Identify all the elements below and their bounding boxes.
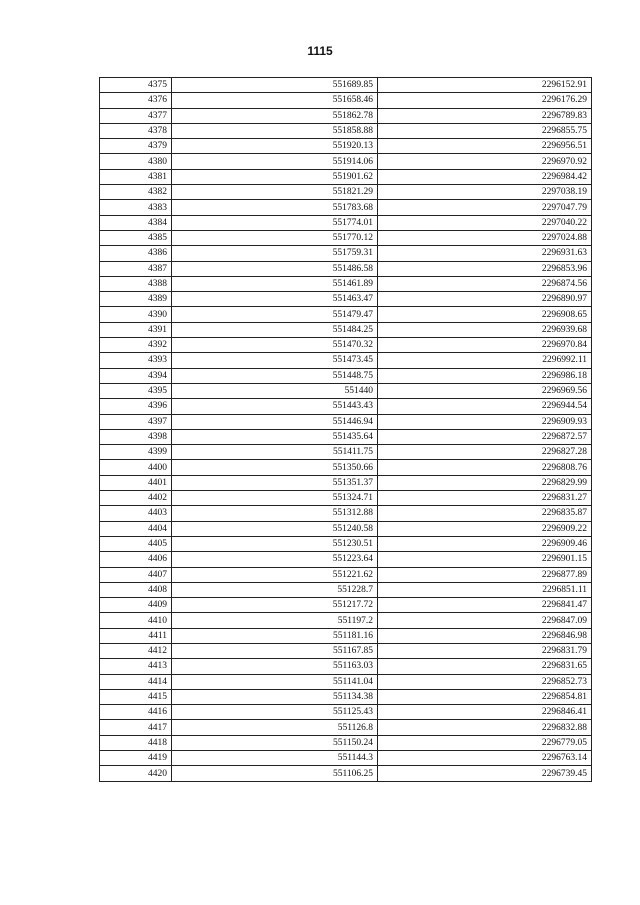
point-id-cell: 4411: [100, 628, 172, 643]
point-id-cell: 4379: [100, 139, 172, 154]
point-id-cell: 4386: [100, 246, 172, 261]
point-id-cell: 4398: [100, 429, 172, 444]
table-row: [100, 628, 592, 643]
point-id-cell: 4410: [100, 613, 172, 628]
coordinate-table: [99, 77, 592, 782]
point-id-cell: 4380: [100, 154, 172, 169]
point-id-cell: 4412: [100, 643, 172, 658]
x-coordinate-cell: 551774.01: [172, 215, 378, 230]
point-id-cell: 4416: [100, 705, 172, 720]
x-coordinate-cell: 551821.29: [172, 185, 378, 200]
y-coordinate-cell: 2296874.56: [378, 276, 592, 291]
table-row: [100, 567, 592, 582]
point-id-cell: 4406: [100, 552, 172, 567]
y-coordinate-cell: 2296901.15: [378, 552, 592, 567]
table-row: [100, 383, 592, 398]
point-id-cell: 4395: [100, 383, 172, 398]
point-id-cell: 4376: [100, 93, 172, 108]
point-id-cell: 4389: [100, 292, 172, 307]
table-row: [100, 582, 592, 597]
y-coordinate-cell: 2296970.84: [378, 338, 592, 353]
table-row: [100, 93, 592, 108]
point-id-cell: 4403: [100, 506, 172, 521]
point-id-cell: 4387: [100, 261, 172, 276]
x-coordinate-cell: 551461.89: [172, 276, 378, 291]
x-coordinate-cell: 551901.62: [172, 169, 378, 184]
y-coordinate-cell: 2296779.05: [378, 735, 592, 750]
table-row: [100, 429, 592, 444]
table-row: [100, 139, 592, 154]
point-id-cell: 4413: [100, 659, 172, 674]
x-coordinate-cell: 551144.3: [172, 751, 378, 766]
x-coordinate-cell: 551658.46: [172, 93, 378, 108]
y-coordinate-cell: 2296841.47: [378, 598, 592, 613]
x-coordinate-cell: 551134.38: [172, 689, 378, 704]
x-coordinate-cell: 551484.25: [172, 322, 378, 337]
y-coordinate-cell: 2296853.96: [378, 261, 592, 276]
table-row: [100, 108, 592, 123]
x-coordinate-cell: 551228.7: [172, 582, 378, 597]
point-id-cell: 4402: [100, 491, 172, 506]
y-coordinate-cell: 2296909.93: [378, 414, 592, 429]
point-id-cell: 4381: [100, 169, 172, 184]
point-id-cell: 4377: [100, 108, 172, 123]
point-id-cell: 4399: [100, 445, 172, 460]
table-row: [100, 368, 592, 383]
y-coordinate-cell: 2296970.92: [378, 154, 592, 169]
point-id-cell: 4385: [100, 230, 172, 245]
y-coordinate-cell: 2297040.22: [378, 215, 592, 230]
table-row: [100, 751, 592, 766]
table-row: [100, 720, 592, 735]
x-coordinate-cell: 551435.64: [172, 429, 378, 444]
point-id-cell: 4405: [100, 536, 172, 551]
point-id-cell: 4420: [100, 766, 172, 781]
table-row: [100, 766, 592, 781]
x-coordinate-cell: 551240.58: [172, 521, 378, 536]
point-id-cell: 4391: [100, 322, 172, 337]
y-coordinate-cell: 2296176.29: [378, 93, 592, 108]
point-id-cell: 4404: [100, 521, 172, 536]
table-row: [100, 123, 592, 138]
table-row: [100, 598, 592, 613]
point-id-cell: 4397: [100, 414, 172, 429]
table-row: [100, 491, 592, 506]
y-coordinate-cell: 2296789.83: [378, 108, 592, 123]
table-row: [100, 674, 592, 689]
x-coordinate-cell: 551141.04: [172, 674, 378, 689]
y-coordinate-cell: 2296909.46: [378, 536, 592, 551]
y-coordinate-cell: 2296908.65: [378, 307, 592, 322]
x-coordinate-cell: 551479.47: [172, 307, 378, 322]
y-coordinate-cell: 2296890.97: [378, 292, 592, 307]
y-coordinate-cell: 2296944.54: [378, 399, 592, 414]
x-coordinate-cell: 551440: [172, 383, 378, 398]
y-coordinate-cell: 2296835.87: [378, 506, 592, 521]
x-coordinate-cell: 551920.13: [172, 139, 378, 154]
table-row: [100, 445, 592, 460]
x-coordinate-cell: 551217.72: [172, 598, 378, 613]
table-row: [100, 292, 592, 307]
y-coordinate-cell: 2296763.14: [378, 751, 592, 766]
point-id-cell: 4417: [100, 720, 172, 735]
table-row: [100, 185, 592, 200]
x-coordinate-cell: 551221.62: [172, 567, 378, 582]
point-id-cell: 4392: [100, 338, 172, 353]
table-row: [100, 659, 592, 674]
y-coordinate-cell: 2296739.45: [378, 766, 592, 781]
x-coordinate-cell: 551351.37: [172, 475, 378, 490]
y-coordinate-cell: 2296984.42: [378, 169, 592, 184]
table-row: [100, 169, 592, 184]
table-row: [100, 276, 592, 291]
y-coordinate-cell: 2296846.41: [378, 705, 592, 720]
y-coordinate-cell: 2296939.68: [378, 322, 592, 337]
table-row: [100, 521, 592, 536]
x-coordinate-cell: 551411.75: [172, 445, 378, 460]
point-id-cell: 4408: [100, 582, 172, 597]
table-row: [100, 735, 592, 750]
point-id-cell: 4419: [100, 751, 172, 766]
table-row: [100, 200, 592, 215]
x-coordinate-cell: 551914.06: [172, 154, 378, 169]
point-id-cell: 4390: [100, 307, 172, 322]
x-coordinate-cell: 551197.2: [172, 613, 378, 628]
table-row: [100, 261, 592, 276]
point-id-cell: 4415: [100, 689, 172, 704]
y-coordinate-cell: 2296956.51: [378, 139, 592, 154]
x-coordinate-cell: 551163.03: [172, 659, 378, 674]
point-id-cell: 4401: [100, 475, 172, 490]
point-id-cell: 4418: [100, 735, 172, 750]
table-row: [100, 536, 592, 551]
point-id-cell: 4394: [100, 368, 172, 383]
table-row: [100, 506, 592, 521]
point-id-cell: 4400: [100, 460, 172, 475]
point-id-cell: 4388: [100, 276, 172, 291]
table-row: [100, 460, 592, 475]
table-row: [100, 705, 592, 720]
point-id-cell: 4393: [100, 353, 172, 368]
x-coordinate-cell: 551448.75: [172, 368, 378, 383]
x-coordinate-cell: 551470.32: [172, 338, 378, 353]
table-row: [100, 322, 592, 337]
y-coordinate-cell: 2296872.57: [378, 429, 592, 444]
y-coordinate-cell: 2296846.98: [378, 628, 592, 643]
coordinate-table-body: [100, 78, 592, 782]
x-coordinate-cell: 551150.24: [172, 735, 378, 750]
y-coordinate-cell: 2297024.88: [378, 230, 592, 245]
table-row: [100, 689, 592, 704]
point-id-cell: 4378: [100, 123, 172, 138]
point-id-cell: 4382: [100, 185, 172, 200]
y-coordinate-cell: 2296854.81: [378, 689, 592, 704]
x-coordinate-cell: 551446.94: [172, 414, 378, 429]
x-coordinate-cell: 551862.78: [172, 108, 378, 123]
table-row: [100, 643, 592, 658]
table-row: [100, 154, 592, 169]
y-coordinate-cell: 2296847.09: [378, 613, 592, 628]
point-id-cell: 4407: [100, 567, 172, 582]
table-row: [100, 338, 592, 353]
table-row: [100, 353, 592, 368]
y-coordinate-cell: 2296931.63: [378, 246, 592, 261]
table-row: [100, 215, 592, 230]
table-row: [100, 475, 592, 490]
y-coordinate-cell: 2296855.75: [378, 123, 592, 138]
point-id-cell: 4414: [100, 674, 172, 689]
x-coordinate-cell: 551443.43: [172, 399, 378, 414]
y-coordinate-cell: 2296852.73: [378, 674, 592, 689]
y-coordinate-cell: 2296829.99: [378, 475, 592, 490]
x-coordinate-cell: 551106.25: [172, 766, 378, 781]
y-coordinate-cell: 2296986.18: [378, 368, 592, 383]
point-id-cell: 4396: [100, 399, 172, 414]
x-coordinate-cell: 551125.43: [172, 705, 378, 720]
x-coordinate-cell: 551230.51: [172, 536, 378, 551]
x-coordinate-cell: 551759.31: [172, 246, 378, 261]
x-coordinate-cell: 551473.45: [172, 353, 378, 368]
y-coordinate-cell: 2296877.89: [378, 567, 592, 582]
y-coordinate-cell: 2296152.91: [378, 78, 592, 93]
x-coordinate-cell: 551223.64: [172, 552, 378, 567]
y-coordinate-cell: 2296832.88: [378, 720, 592, 735]
x-coordinate-cell: 551463.47: [172, 292, 378, 307]
y-coordinate-cell: 2297047.79: [378, 200, 592, 215]
x-coordinate-cell: 551783.68: [172, 200, 378, 215]
x-coordinate-cell: 551486.58: [172, 261, 378, 276]
point-id-cell: 4409: [100, 598, 172, 613]
point-id-cell: 4384: [100, 215, 172, 230]
table-row: [100, 78, 592, 93]
point-id-cell: 4375: [100, 78, 172, 93]
y-coordinate-cell: 2297038.19: [378, 185, 592, 200]
page-number: 1115: [307, 44, 333, 58]
x-coordinate-cell: 551167.85: [172, 643, 378, 658]
y-coordinate-cell: 2296808.76: [378, 460, 592, 475]
table-row: [100, 307, 592, 322]
x-coordinate-cell: 551312.88: [172, 506, 378, 521]
point-id-cell: 4383: [100, 200, 172, 215]
table-row: [100, 613, 592, 628]
x-coordinate-cell: 551858.88: [172, 123, 378, 138]
y-coordinate-cell: 2296909.22: [378, 521, 592, 536]
y-coordinate-cell: 2296831.65: [378, 659, 592, 674]
y-coordinate-cell: 2296831.27: [378, 491, 592, 506]
x-coordinate-cell: 551350.66: [172, 460, 378, 475]
x-coordinate-cell: 551126.8: [172, 720, 378, 735]
y-coordinate-cell: 2296969.56: [378, 383, 592, 398]
table-row: [100, 246, 592, 261]
x-coordinate-cell: 551324.71: [172, 491, 378, 506]
y-coordinate-cell: 2296992.11: [378, 353, 592, 368]
x-coordinate-cell: 551689.85: [172, 78, 378, 93]
x-coordinate-cell: 551181.16: [172, 628, 378, 643]
table-row: [100, 399, 592, 414]
table-row: [100, 552, 592, 567]
y-coordinate-cell: 2296851.11: [378, 582, 592, 597]
table-row: [100, 230, 592, 245]
y-coordinate-cell: 2296831.79: [378, 643, 592, 658]
table-row: [100, 414, 592, 429]
y-coordinate-cell: 2296827.28: [378, 445, 592, 460]
x-coordinate-cell: 551770.12: [172, 230, 378, 245]
